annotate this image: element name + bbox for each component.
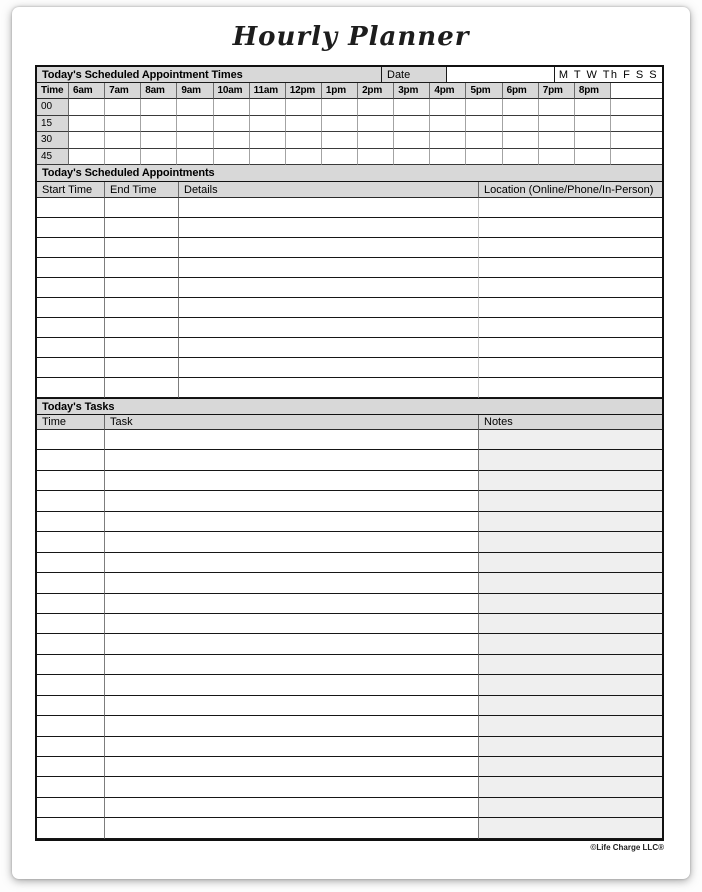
task-description-cell — [105, 573, 479, 593]
hour-label: 4pm — [430, 83, 466, 99]
schedule-slot-cell — [503, 116, 539, 133]
task-time-cell — [37, 655, 105, 675]
hour-trailing-cell — [611, 83, 662, 99]
copyright-credit: ©Life Charge LLC® — [590, 842, 664, 852]
schedule-slot-cell — [611, 99, 662, 116]
schedule-slot-cell — [358, 149, 394, 166]
schedule-slot-cell — [539, 116, 575, 133]
planner-table — [35, 65, 664, 841]
schedule-slot-cell — [430, 149, 466, 166]
task-notes-cell — [479, 614, 662, 634]
task-notes-cell — [479, 737, 662, 757]
task-notes-cell — [479, 675, 662, 695]
task-time-cell — [37, 675, 105, 695]
appointment-end-time-cell — [105, 318, 179, 338]
task-time-cell — [37, 491, 105, 511]
hour-label: 6am — [69, 83, 105, 99]
hour-label: 10am — [214, 83, 250, 99]
appointment-details-cell — [179, 338, 479, 358]
task-description-cell — [105, 491, 479, 511]
appointment-end-time-cell — [105, 238, 179, 258]
appointment-details-cell — [179, 238, 479, 258]
schedule-slot-cell — [69, 149, 105, 166]
time-column-label: Time — [37, 83, 69, 99]
tasks-section-title: Today's Tasks — [37, 398, 662, 415]
task-description-cell — [105, 696, 479, 716]
task-description-cell — [105, 430, 479, 450]
appointments-header-row — [37, 182, 662, 198]
schedule-slot-cell — [575, 132, 611, 149]
schedule-slot-cell — [466, 149, 502, 166]
schedule-slot-cell — [250, 99, 286, 116]
task-time-cell — [37, 777, 105, 797]
appointment-start-time-cell — [37, 278, 105, 298]
appointment-details-cell — [179, 258, 479, 278]
quarter-row-label: 30 — [37, 132, 69, 149]
schedule-slot-cell — [286, 116, 322, 133]
appointment-location-cell — [479, 258, 662, 278]
task-notes-cell — [479, 553, 662, 573]
hour-label: 5pm — [466, 83, 502, 99]
quarter-row-label: 15 — [37, 116, 69, 133]
schedule-slot-cell — [430, 116, 466, 133]
appointment-location-cell — [479, 198, 662, 218]
schedule-slot-cell — [322, 149, 358, 166]
hour-label: 7pm — [539, 83, 575, 99]
planner-page — [12, 7, 690, 879]
schedule-slot-cell — [322, 99, 358, 116]
schedule-slot-cell — [503, 99, 539, 116]
appointments-rows — [37, 198, 662, 398]
schedule-slot-cell — [105, 132, 141, 149]
schedule-slot-cell — [358, 116, 394, 133]
hour-label: 1pm — [322, 83, 358, 99]
schedule-slot-cell — [539, 132, 575, 149]
quarter-row-label: 45 — [37, 149, 69, 166]
appointments-col-header: Location (Online/Phone/In-Person) — [479, 182, 662, 198]
task-time-cell — [37, 512, 105, 532]
task-time-cell — [37, 757, 105, 777]
schedule-slot-cell — [430, 99, 466, 116]
appointment-location-cell — [479, 378, 662, 398]
task-description-cell — [105, 757, 479, 777]
task-time-cell — [37, 798, 105, 818]
appointments-col-header: Start Time — [37, 182, 105, 198]
task-time-cell — [37, 594, 105, 614]
task-notes-cell — [479, 634, 662, 654]
appointment-location-cell — [479, 218, 662, 238]
task-time-cell — [37, 430, 105, 450]
hour-label: 6pm — [503, 83, 539, 99]
task-description-cell — [105, 594, 479, 614]
schedule-grid-header-row — [37, 67, 662, 83]
hour-label: 8pm — [575, 83, 611, 99]
task-time-cell — [37, 553, 105, 573]
hour-label: 8am — [141, 83, 177, 99]
appointment-details-cell — [179, 378, 479, 398]
schedule-slot-cell — [322, 116, 358, 133]
appointment-location-cell — [479, 278, 662, 298]
schedule-slot-cell — [286, 99, 322, 116]
task-description-cell — [105, 450, 479, 470]
hour-label: 12pm — [286, 83, 322, 99]
task-description-cell — [105, 777, 479, 797]
schedule-slot-cell — [250, 149, 286, 166]
schedule-slot-cell — [466, 132, 502, 149]
schedule-slot-cell — [575, 116, 611, 133]
schedule-slot-cell — [539, 149, 575, 166]
schedule-slot-cell — [177, 132, 213, 149]
appointment-end-time-cell — [105, 278, 179, 298]
schedule-slot-cell — [141, 132, 177, 149]
schedule-slot-cell — [141, 149, 177, 166]
schedule-slot-cell — [141, 116, 177, 133]
hour-label: 7am — [105, 83, 141, 99]
schedule-slot-cell — [394, 99, 430, 116]
appointment-end-time-cell — [105, 198, 179, 218]
schedule-slot-cell — [214, 99, 250, 116]
appointment-end-time-cell — [105, 218, 179, 238]
schedule-slot-cell — [105, 116, 141, 133]
task-notes-cell — [479, 716, 662, 736]
schedule-slot-cell — [177, 99, 213, 116]
schedule-slot-cell — [394, 149, 430, 166]
date-label: Date — [382, 67, 447, 83]
date-value-field — [447, 67, 555, 83]
appointments-col-header: Details — [179, 182, 479, 198]
task-description-cell — [105, 634, 479, 654]
task-notes-cell — [479, 512, 662, 532]
task-notes-cell — [479, 757, 662, 777]
schedule-slot-cell — [503, 149, 539, 166]
page-title: Hourly Planner — [232, 22, 470, 52]
schedule-slot-cell — [358, 132, 394, 149]
task-description-cell — [105, 716, 479, 736]
tasks-col-header: Notes — [479, 415, 662, 430]
task-notes-cell — [479, 491, 662, 511]
schedule-slot-cell — [539, 99, 575, 116]
schedule-slot-cell — [214, 116, 250, 133]
schedule-slot-cell — [105, 149, 141, 166]
schedule-slot-cell — [105, 99, 141, 116]
appointment-end-time-cell — [105, 258, 179, 278]
appointment-location-cell — [479, 238, 662, 258]
appointment-start-time-cell — [37, 238, 105, 258]
appointment-details-cell — [179, 318, 479, 338]
task-notes-cell — [479, 696, 662, 716]
appointment-start-time-cell — [37, 198, 105, 218]
task-description-cell — [105, 532, 479, 552]
schedule-slot-cell — [322, 132, 358, 149]
schedule-slot-cell — [177, 116, 213, 133]
appointment-start-time-cell — [37, 358, 105, 378]
task-notes-cell — [479, 777, 662, 797]
tasks-col-header: Time — [37, 415, 105, 430]
task-description-cell — [105, 512, 479, 532]
appointment-details-cell — [179, 298, 479, 318]
task-description-cell — [105, 798, 479, 818]
appointment-location-cell — [479, 318, 662, 338]
tasks-header-row — [37, 415, 662, 430]
schedule-grid — [37, 99, 662, 165]
schedule-slot-cell — [214, 132, 250, 149]
tasks-col-header: Task — [105, 415, 479, 430]
schedule-slot-cell — [250, 132, 286, 149]
schedule-slot-cell — [69, 99, 105, 116]
weekday-selector-labels: M T W Th F S S — [555, 67, 662, 83]
hour-label: 2pm — [358, 83, 394, 99]
task-time-cell — [37, 614, 105, 634]
task-time-cell — [37, 471, 105, 491]
task-notes-cell — [479, 430, 662, 450]
appointment-times-section-title: Today's Scheduled Appointment Times — [37, 67, 382, 83]
quarter-row-label: 00 — [37, 99, 69, 116]
schedule-slot-cell — [611, 116, 662, 133]
schedule-slot-cell — [214, 149, 250, 166]
task-description-cell — [105, 737, 479, 757]
schedule-slot-cell — [250, 116, 286, 133]
appointments-section-title: Today's Scheduled Appointments — [37, 165, 662, 182]
task-time-cell — [37, 634, 105, 654]
appointment-start-time-cell — [37, 258, 105, 278]
schedule-slot-cell — [394, 116, 430, 133]
schedule-slot-cell — [611, 149, 662, 166]
appointment-details-cell — [179, 358, 479, 378]
hour-header-row — [37, 83, 662, 99]
task-notes-cell — [479, 594, 662, 614]
appointment-details-cell — [179, 218, 479, 238]
task-notes-cell — [479, 471, 662, 491]
task-description-cell — [105, 818, 479, 838]
schedule-slot-cell — [575, 99, 611, 116]
schedule-slot-cell — [466, 116, 502, 133]
task-time-cell — [37, 818, 105, 838]
hour-label: 3pm — [394, 83, 430, 99]
task-description-cell — [105, 471, 479, 491]
appointment-location-cell — [479, 298, 662, 318]
task-notes-cell — [479, 818, 662, 838]
task-description-cell — [105, 675, 479, 695]
appointment-start-time-cell — [37, 378, 105, 398]
schedule-slot-cell — [69, 116, 105, 133]
task-notes-cell — [479, 655, 662, 675]
task-time-cell — [37, 573, 105, 593]
hour-label: 11am — [250, 83, 286, 99]
appointment-location-cell — [479, 358, 662, 378]
schedule-slot-cell — [286, 132, 322, 149]
task-notes-cell — [479, 532, 662, 552]
schedule-slot-cell — [358, 99, 394, 116]
schedule-slot-cell — [69, 132, 105, 149]
hour-label: 9am — [177, 83, 213, 99]
schedule-slot-cell — [575, 149, 611, 166]
task-notes-cell — [479, 573, 662, 593]
schedule-slot-cell — [141, 99, 177, 116]
appointment-start-time-cell — [37, 218, 105, 238]
appointment-details-cell — [179, 198, 479, 218]
tasks-rows — [37, 430, 662, 839]
appointment-end-time-cell — [105, 298, 179, 318]
schedule-slot-cell — [611, 132, 662, 149]
schedule-slot-cell — [430, 132, 466, 149]
schedule-slot-cell — [466, 99, 502, 116]
appointment-start-time-cell — [37, 338, 105, 358]
appointment-start-time-cell — [37, 318, 105, 338]
schedule-slot-cell — [503, 132, 539, 149]
task-notes-cell — [479, 450, 662, 470]
appointment-details-cell — [179, 278, 479, 298]
appointment-location-cell — [479, 338, 662, 358]
task-time-cell — [37, 716, 105, 736]
task-description-cell — [105, 614, 479, 634]
appointment-end-time-cell — [105, 358, 179, 378]
task-time-cell — [37, 737, 105, 757]
appointment-end-time-cell — [105, 378, 179, 398]
schedule-slot-cell — [286, 149, 322, 166]
task-time-cell — [37, 450, 105, 470]
task-notes-cell — [479, 798, 662, 818]
appointment-end-time-cell — [105, 338, 179, 358]
schedule-slot-cell — [394, 132, 430, 149]
appointments-col-header: End Time — [105, 182, 179, 198]
task-time-cell — [37, 532, 105, 552]
task-time-cell — [37, 696, 105, 716]
schedule-slot-cell — [177, 149, 213, 166]
task-description-cell — [105, 553, 479, 573]
task-description-cell — [105, 655, 479, 675]
appointment-start-time-cell — [37, 298, 105, 318]
